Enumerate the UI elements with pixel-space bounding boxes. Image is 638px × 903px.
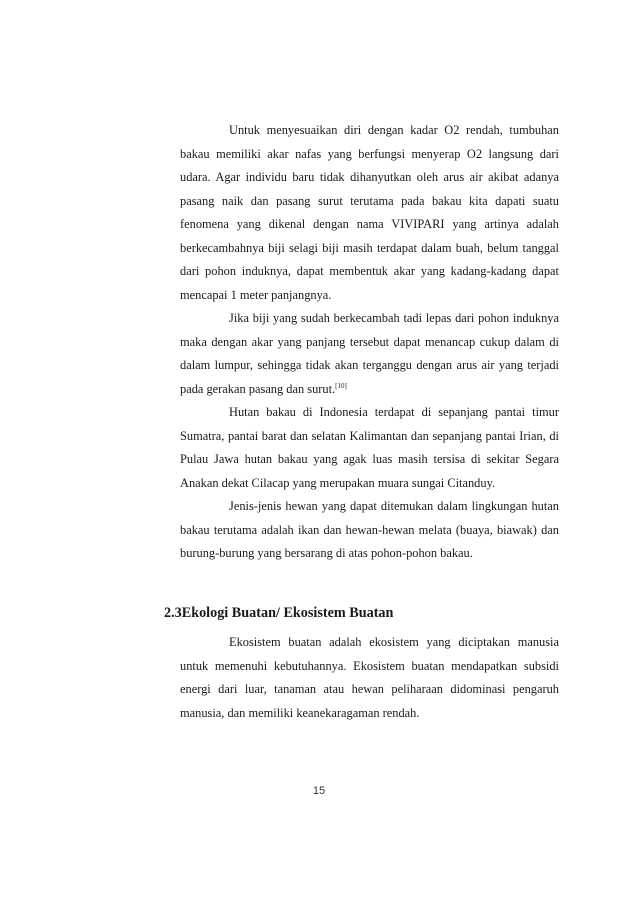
paragraph-hutan-bakau-indonesia: Hutan bakau di Indonesia terdapat di sepanjang pantai timur Sumatra, pantai barat dan selatan Kalimantan dan sepanjang pantai Irian, di Pulau Jawa hutan bakau yang agak luas masih tersisa di sekitar Segara Anakan dekat Cilacap yang merupakan muara sungai Citanduy. [180,405,559,490]
paragraph-akar-menancap-text: Jika biji yang sudah berkecambah tadi lepas dari pohon induknya maka dengan akar yang panjang tersebut dapat menancap cukup dalam di dalam lumpur, sehingga tidak akan terganggu dengan arus air yang terjadi pada gerakan pasang dan surut. [180,311,559,396]
paragraph-akar-menancap [180,307,559,401]
section-body-block [180,631,559,725]
citation-reference: [10] [335,381,347,390]
page-number: 15 [312,785,326,797]
paragraph-jenis-hewan: Jenis-jenis hewan yang dapat ditemukan dalam lingkungan hutan bakau terutama adalah ikan dan hewan-hewan melata (buaya, biawak) dan burung-burung yang bersarang di atas pohon-pohon bakau. [180,499,559,560]
paragraph-vivipari: Untuk menyesuaikan diri dengan kadar O2 rendah, tumbuhan bakau memiliki akar nafas yang berfungsi menyerap O2 langsung dari udara. Agar individu baru tidak dihanyutkan oleh arus air akibat adanya pasang naik dan pasang surut terutama pada bakau kita dapati suatu fenomena yang dikenal dengan nama VIVIPARI yang artinya adalah berkecambahnya biji selagi biji masih terdapat dalam buah, belum tanggal dari pohon induknya, dapat membentuk akar yang kadang-kadang dapat mencapai 1 meter panjangnya. [180,123,559,302]
paragraph-ekosistem-buatan: Ekosistem buatan adalah ekosistem yang diciptakan manusia untuk memenuhi kebutuhannya. Ekosistem buatan mendapatkan subsidi energi dari luar, tanaman atau hewan peliharaan didominasi pengaruh manusia, dan memiliki keanekaragaman rendah. [180,635,559,720]
section-heading: 2.3Ekologi Buatan/ Ekosistem Buatan [164,605,394,621]
body-text-block [180,119,559,566]
